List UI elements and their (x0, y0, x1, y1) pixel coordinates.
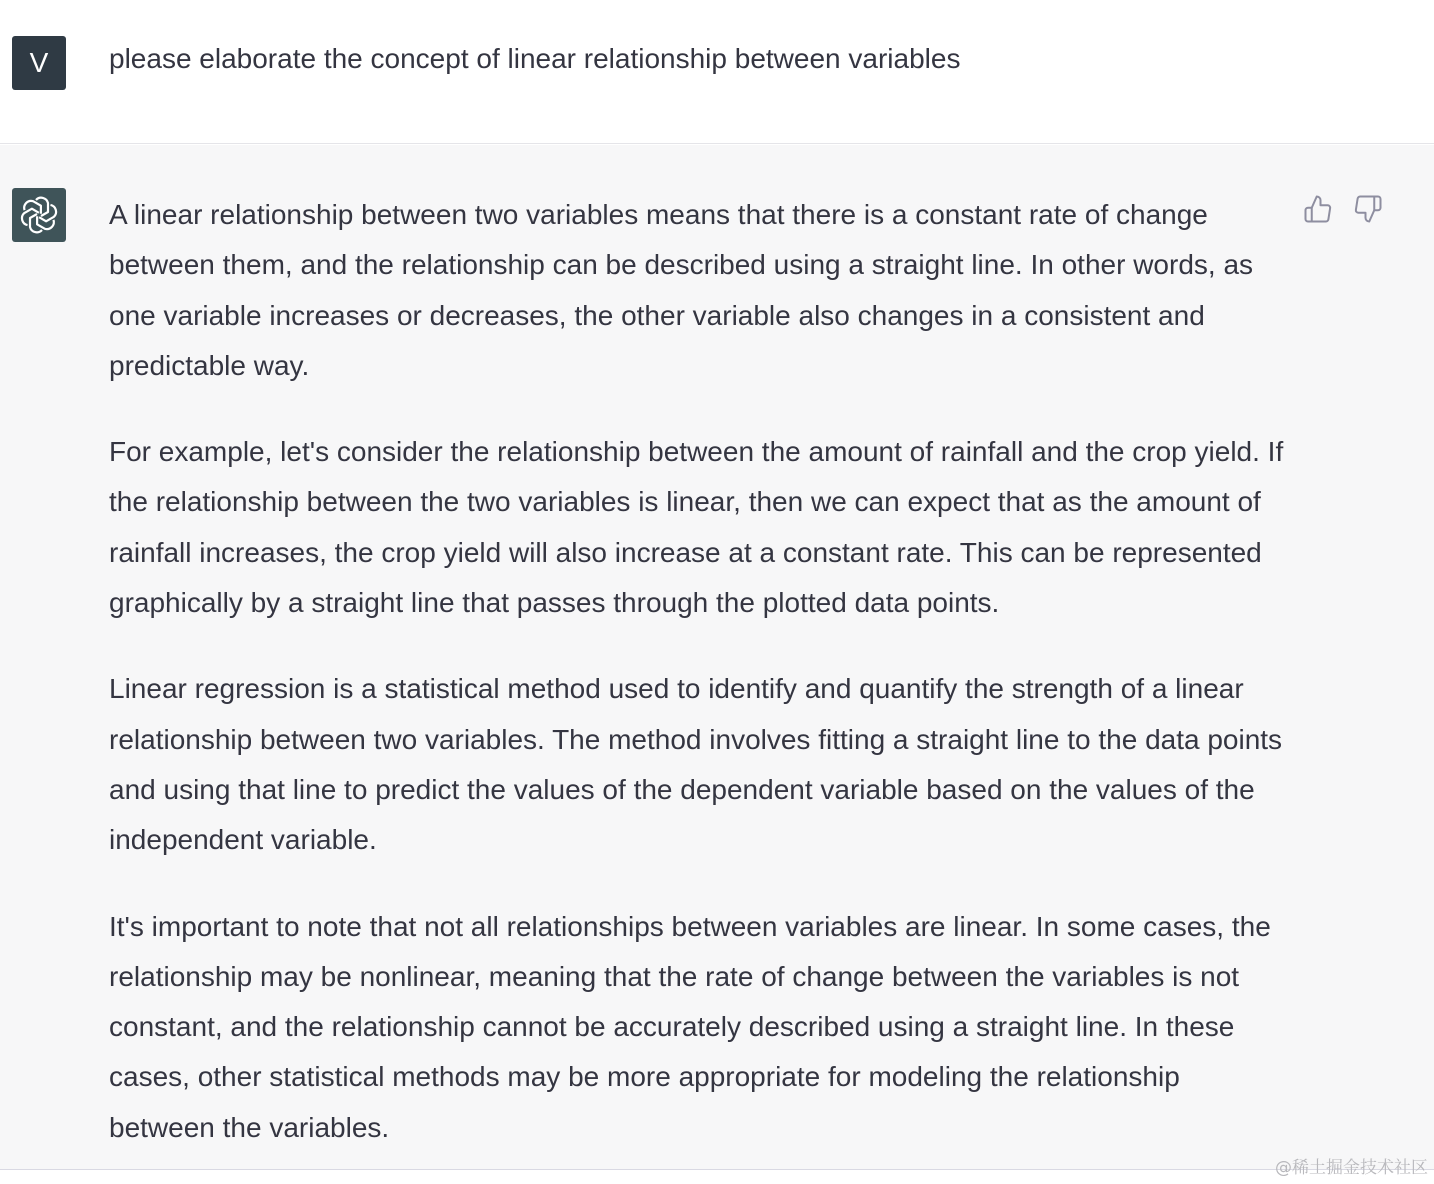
user-message-row (0, 0, 1434, 144)
thumbs-up-button[interactable] (1302, 193, 1334, 225)
assistant-message-text (109, 190, 1289, 1153)
thumbs-up-icon (1303, 194, 1333, 224)
answer-paragraph: Linear regression is a statistical method used to identify and quantify the strength of a linear relationship between two variables. The method involves fitting a straight line to the data points and using that line to predict the values of the dependent variable based on the values of the independent variable. (109, 673, 1283, 856)
openai-logo-icon (19, 195, 59, 235)
assistant-avatar (12, 188, 66, 242)
feedback-buttons (1302, 193, 1384, 225)
watermark: @稀土掘金技术社区 (1275, 1158, 1428, 1178)
user-avatar (12, 36, 66, 90)
thumbs-down-icon (1353, 194, 1383, 224)
thumbs-down-button[interactable] (1352, 193, 1384, 225)
user-message-text: please elaborate the concept of linear relationship between variables (109, 43, 961, 74)
answer-paragraph: A linear relationship between two variables means that there is a constant rate of change between them, and the relationship can be described using a straight line. In other words, as one variable increases or decreases, the other variable also changes in a consistent and predictable way. (109, 199, 1254, 381)
assistant-message-row (0, 145, 1434, 1170)
answer-paragraph: It's important to note that not all relationships between variables are linear. In some cases, the relationship may be nonlinear, meaning that the rate of change between the variables is not constant, and the relationship cannot be accurately described using a straight line. In these cases, other statistical methods may be more appropriate for modeling the relationship between the variables. (109, 910, 1271, 1143)
answer-paragraph: For example, let's consider the relationship between the amount of rainfall and the crop yield. If the relationship between the two variables is linear, then we can expect that as the amount of rainfall increases, the crop yield will also increase at a constant rate. This can be represented graphically by a straight line that passes through the plotted data points. (109, 436, 1284, 619)
user-avatar-letter: V (29, 47, 49, 78)
